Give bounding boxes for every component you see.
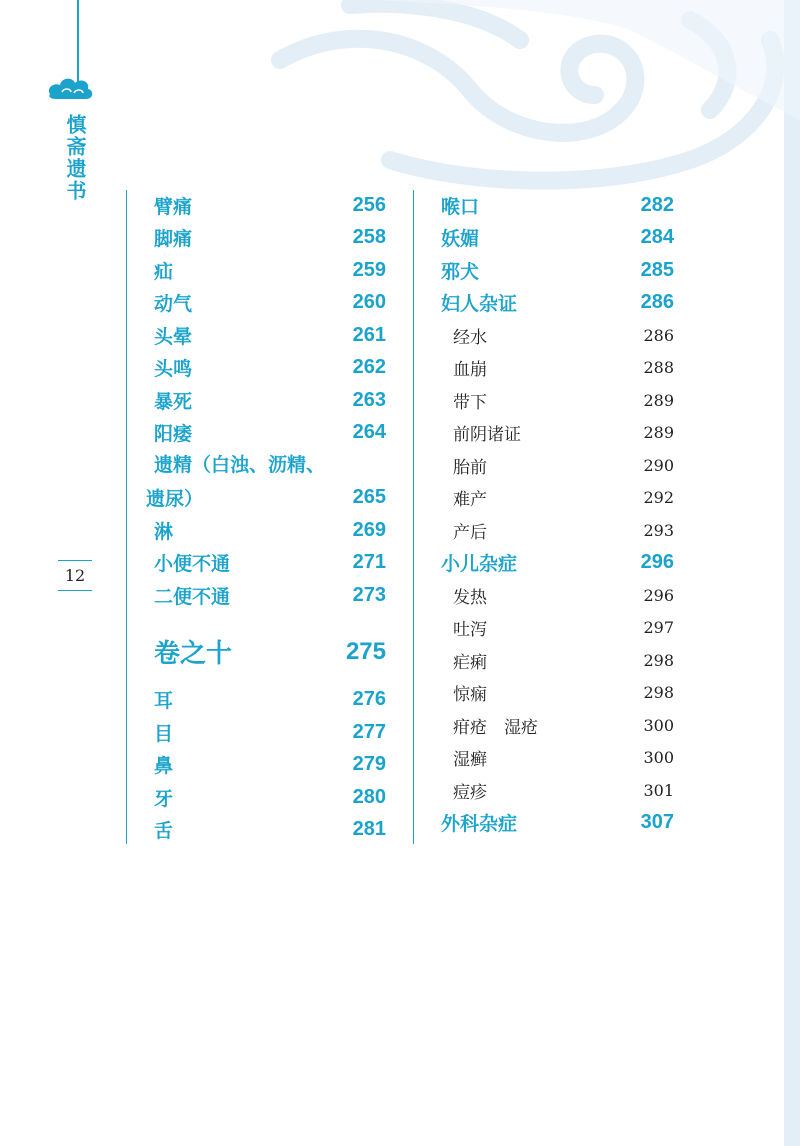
page-number-block [58, 560, 92, 591]
toc-entry-title: 舌 [154, 820, 174, 843]
toc-entry-title: 妖媚 [441, 228, 480, 251]
toc-entry-title-line2: 遗尿） [146, 488, 204, 511]
toc-subentry[interactable] [441, 352, 674, 385]
toc-entry[interactable] [146, 684, 386, 717]
toc-entry-page: 285 [640, 258, 674, 281]
toc-entry-page: 269 [352, 518, 386, 541]
toc-entry-title: 吐泻 [453, 620, 487, 641]
toc-section-heading[interactable] [441, 807, 674, 840]
toc-chapter-heading[interactable] [146, 622, 386, 682]
chapter-page: 275 [345, 637, 386, 665]
toc-entry-title: 血崩 [453, 360, 487, 381]
toc-entry-title: 小儿杂症 [441, 553, 518, 576]
toc-subentry[interactable] [441, 384, 674, 417]
toc-entry-page: 289 [643, 423, 674, 443]
toc-subentry[interactable] [441, 774, 674, 807]
toc-subentry[interactable] [441, 709, 674, 742]
toc-entry-page: 265 [352, 486, 386, 509]
toc-entry-page: 286 [640, 291, 674, 314]
toc-entry-page: 300 [643, 715, 674, 735]
toc-entry[interactable] [441, 254, 674, 287]
toc-entry-title: 二便不通 [154, 585, 231, 608]
toc-entry-page: 297 [643, 618, 674, 638]
toc-entry[interactable] [146, 781, 386, 814]
toc-subentry[interactable] [441, 417, 674, 450]
toc-entry-page: 281 [352, 818, 386, 841]
toc-entry-page: 256 [352, 193, 386, 216]
toc-entry-page: 296 [643, 585, 674, 605]
toc-entry-title: 喉口 [441, 195, 480, 218]
toc-section-heading[interactable] [441, 287, 674, 320]
toc-entry-title: 目 [154, 722, 174, 745]
toc-subentry[interactable] [441, 514, 674, 547]
toc-entry-title: 前阴诸证 [453, 425, 521, 446]
toc-subentry[interactable] [441, 579, 674, 612]
toc-entry-page: 288 [643, 358, 674, 378]
toc-entry-title: 阳痿 [154, 423, 193, 446]
toc-entry-title: 发热 [453, 587, 487, 608]
toc-subentry[interactable] [441, 612, 674, 645]
toc-entry[interactable] [146, 222, 386, 255]
toc-right-column [441, 189, 674, 839]
toc-entry[interactable] [146, 254, 386, 287]
toc-entry-title: 经水 [453, 327, 487, 348]
toc-entry[interactable] [146, 189, 386, 222]
page-number-rule-bottom [58, 590, 92, 591]
toc-entry-page: 263 [352, 388, 386, 411]
toc-entry-title: 邪犬 [441, 260, 480, 283]
toc-entry-title: 惊痫 [453, 685, 487, 706]
toc-entry-page: 284 [640, 226, 674, 249]
toc-entry-page: 296 [640, 551, 674, 574]
toc-entry-title: 鼻 [154, 755, 174, 778]
toc-subentry[interactable] [441, 644, 674, 677]
toc-entry-page: 261 [352, 323, 386, 346]
toc-entry[interactable] [146, 814, 386, 847]
toc-left-column [146, 189, 386, 846]
toc-entry-title: 淋 [154, 520, 174, 543]
toc-entry-title: 牙 [154, 787, 174, 810]
toc-entry-title-line1: 遗精（白浊、沥精、 [154, 454, 326, 476]
toc-entry-title: 疟痢 [453, 652, 487, 673]
toc-entry-title: 产后 [453, 522, 487, 543]
toc-entry-page: 293 [643, 520, 674, 540]
toc-entry-title: 小便不通 [154, 553, 231, 576]
toc-entry-page: 260 [352, 291, 386, 314]
toc-entry-title: 臂痛 [154, 195, 193, 218]
toc-entry[interactable] [146, 547, 386, 580]
toc-entry-page: 298 [643, 683, 674, 703]
toc-entry[interactable] [441, 189, 674, 222]
toc-entry-page: 292 [643, 488, 674, 508]
toc-entry[interactable] [441, 222, 674, 255]
toc-entry[interactable] [146, 417, 386, 450]
toc-section-heading[interactable] [441, 547, 674, 580]
toc-entry[interactable] [146, 384, 386, 417]
toc-entry-page: 290 [643, 455, 674, 475]
toc-entry-title: 动气 [154, 293, 193, 316]
toc-entry[interactable] [146, 287, 386, 320]
left-column-rule [126, 190, 127, 844]
toc-entry-page: 271 [352, 551, 386, 574]
toc-entry-title: 耳 [154, 690, 174, 713]
toc-entry-title: 胎前 [453, 457, 487, 478]
toc-entry-page: 258 [352, 226, 386, 249]
toc-entry-page: 280 [352, 785, 386, 808]
toc-entry-title: 难产 [453, 490, 487, 511]
toc-entry-page: 277 [352, 720, 386, 743]
toc-entry-line2 [146, 482, 386, 515]
toc-entry-page: 273 [352, 583, 386, 606]
toc-entry-page: 286 [643, 325, 674, 345]
toc-entry[interactable] [146, 319, 386, 352]
toc-entry-page: 259 [352, 258, 386, 281]
toc-entry-title: 妇人杂证 [441, 293, 518, 316]
page-number: 12 [64, 566, 86, 585]
toc-subentry[interactable] [441, 677, 674, 710]
cloud-ornament-icon [46, 74, 96, 104]
cloud-swirl-decoration [270, 0, 800, 190]
toc-subentry[interactable] [441, 482, 674, 515]
toc-entry[interactable] [146, 579, 386, 612]
toc-entry-title: 头晕 [154, 325, 193, 348]
toc-entry[interactable] [146, 352, 386, 385]
toc-entry-page: 307 [640, 811, 674, 834]
toc-entry-title: 脚痛 [154, 228, 193, 251]
toc-subentry[interactable] [441, 449, 674, 482]
toc-entry[interactable] [146, 716, 386, 749]
toc-entry-page: 282 [640, 193, 674, 216]
chapter-title: 卷之十 [154, 639, 233, 669]
toc-entry-title: 暴死 [154, 390, 193, 413]
toc-entry-page: 301 [643, 780, 674, 800]
toc-subentry[interactable] [441, 319, 674, 352]
toc-entry[interactable] [146, 749, 386, 782]
toc-entry-page: 264 [352, 421, 386, 444]
toc-entry-title: 痘疹 [453, 782, 487, 803]
hanging-line [77, 0, 79, 84]
toc-entry-page: 300 [643, 748, 674, 768]
toc-entry-page: 276 [352, 688, 386, 711]
toc-entry-title: 疳疮 湿疮 [453, 717, 538, 738]
toc-entry-title: 外科杂症 [441, 813, 518, 836]
right-column-rule [413, 190, 414, 844]
toc-entry-title: 头鸣 [154, 358, 193, 381]
toc-entry-page: 262 [352, 356, 386, 379]
toc-entry-title: 带下 [453, 392, 487, 413]
book-title: 慎斋遗书 [63, 114, 87, 202]
toc-entry-page: 279 [352, 753, 386, 776]
toc-entry-page: 289 [643, 390, 674, 410]
toc-entry-page: 298 [643, 650, 674, 670]
toc-entry-title: 疝 [154, 260, 174, 283]
toc-subentry[interactable] [441, 742, 674, 775]
toc-entry[interactable] [146, 514, 386, 547]
toc-entry-title: 湿癣 [453, 750, 487, 771]
toc-entry-wrapped[interactable] [146, 449, 386, 514]
